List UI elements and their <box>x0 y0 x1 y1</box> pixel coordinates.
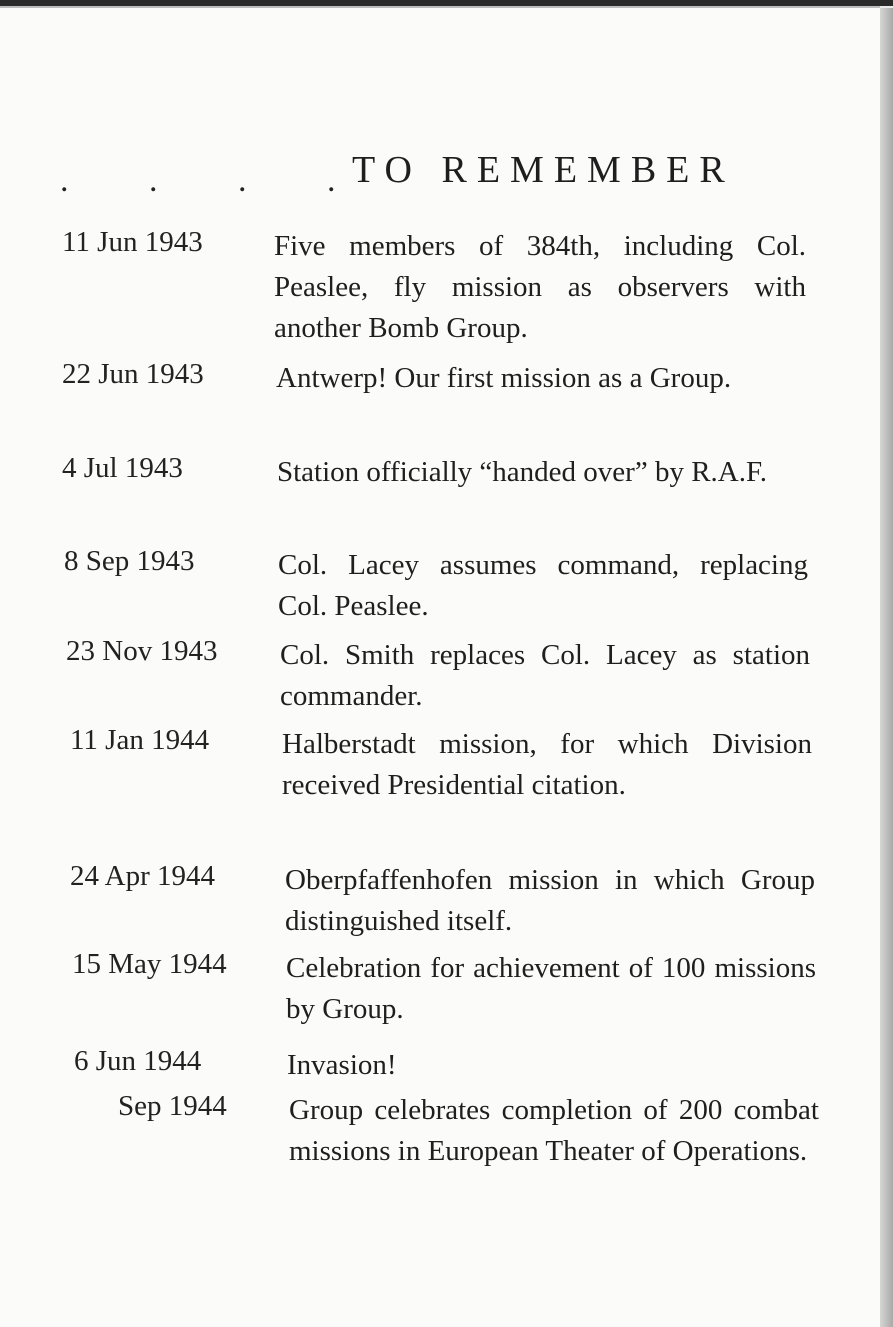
entry-text: Col. Lacey assumes command, replacing Col. Peaslee. <box>278 549 808 622</box>
entry-text: Group celebrates completion of 200 combat missions in European Theater of Operations. <box>289 1094 819 1167</box>
entry-date: 23 Nov 1943 <box>66 635 218 667</box>
heading-dots: . . . . <box>60 162 372 199</box>
entry-text: Celebration for achievement of 100 missions by Group. <box>286 952 816 1025</box>
entry-date: 15 May 1944 <box>72 948 227 980</box>
entry-date: 8 Sep 1943 <box>64 545 195 577</box>
entry-date: 24 Apr 1944 <box>70 860 215 892</box>
entry-date: Sep 1944 <box>118 1090 227 1122</box>
entry-text: Antwerp! Our first mission as a Group. <box>276 362 732 394</box>
entry-text: Five members of 384th, including Col. Peaslee, fly mission as observers with another Bomb Group. <box>274 230 806 344</box>
entry-text: Invasion! <box>287 1049 397 1081</box>
entry-date: 11 Jun 1943 <box>62 226 203 258</box>
entry-text: Oberpfaffenhofen mission in which Group distinguished itself. <box>285 864 815 937</box>
entry-text: Halberstadt mission, for which Division received Presidential citation. <box>282 728 812 801</box>
heading <box>60 148 820 198</box>
entry-text: Col. Smith replaces Col. Lacey as station commander. <box>280 639 810 712</box>
page-title: TO REMEMBER <box>352 149 735 191</box>
document-page <box>0 6 880 1327</box>
entry-date: 6 Jun 1944 <box>74 1045 202 1077</box>
entry-date: 22 Jun 1943 <box>62 358 204 390</box>
entry-date: 11 Jan 1944 <box>70 724 210 756</box>
entry-date: 4 Jul 1943 <box>62 452 183 484</box>
entry-text: Station officially “handed over” by R.A.F. <box>277 456 768 488</box>
